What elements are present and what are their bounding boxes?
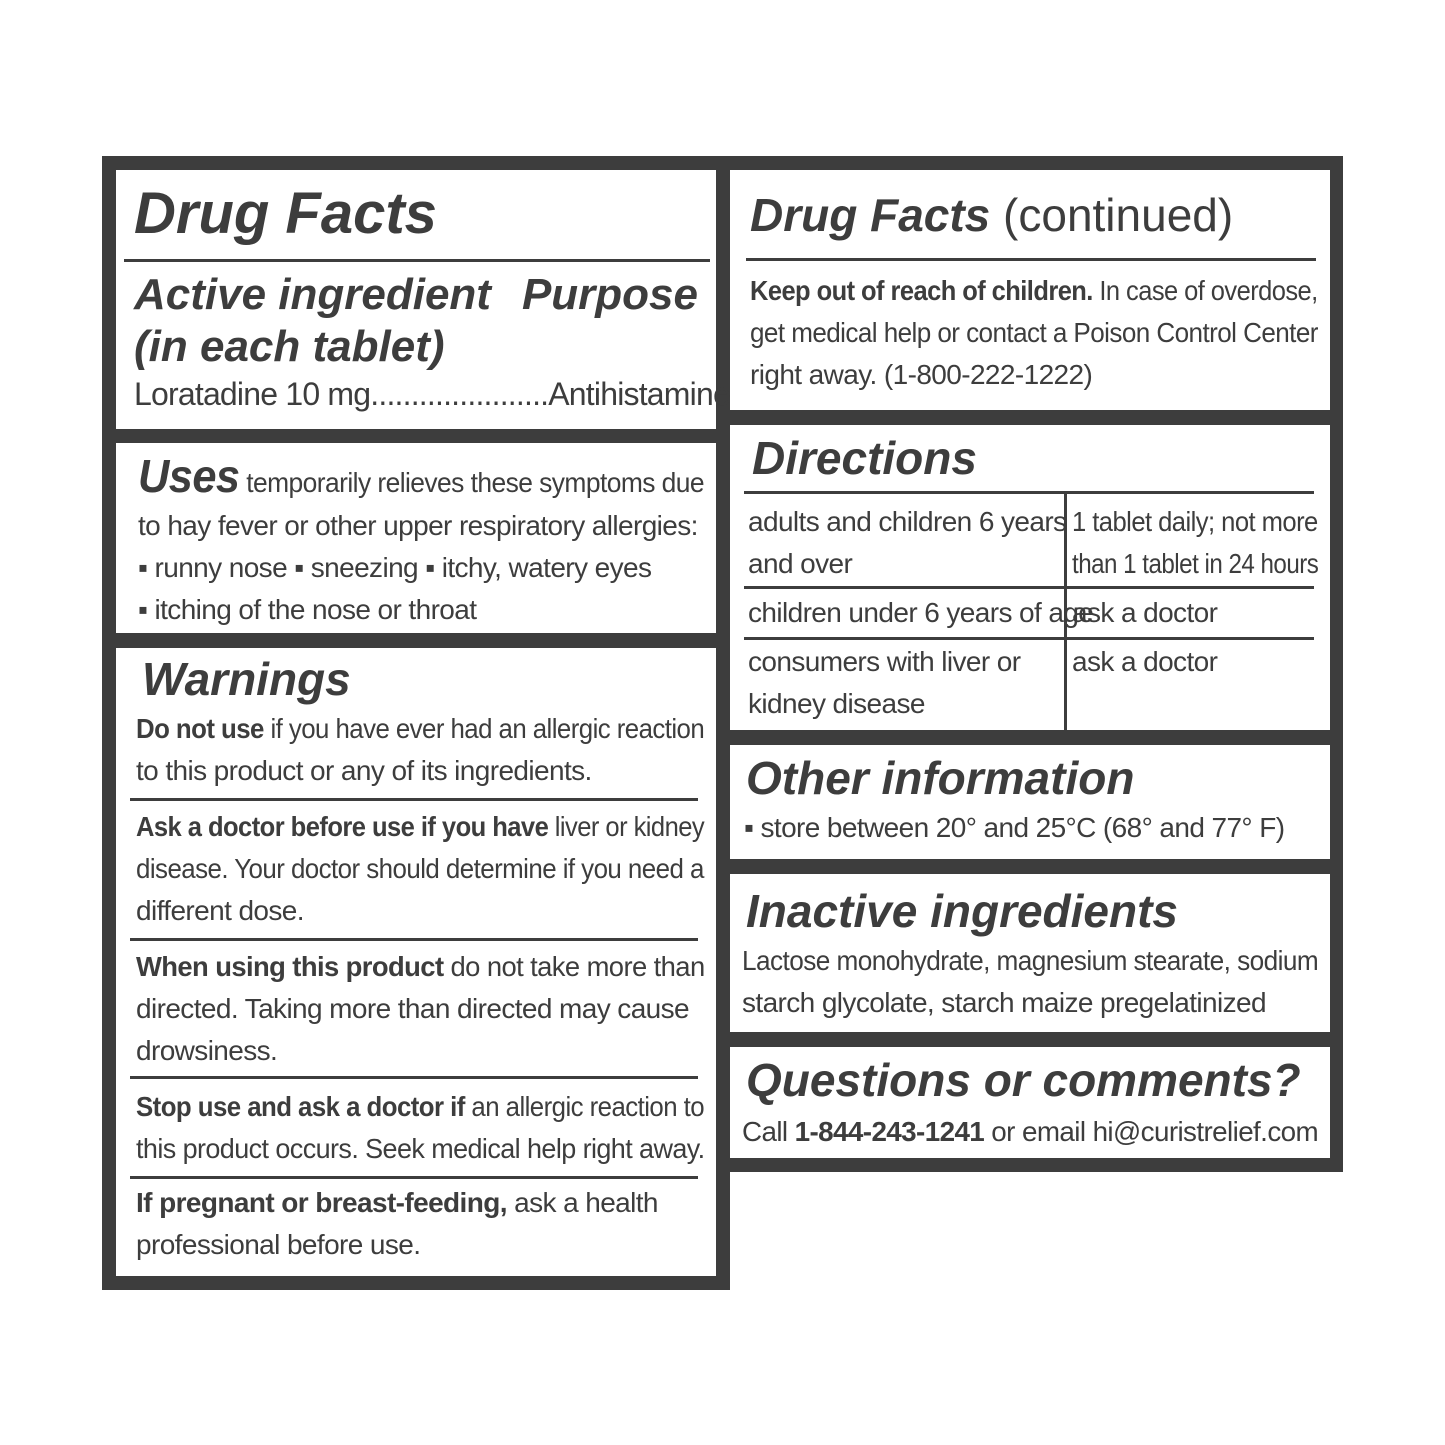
active-ingredient-heading: Active ingredient — [134, 270, 491, 319]
questions-phone: 1-844-243-1241 — [794, 1116, 985, 1147]
inactive-ingredients-section — [730, 874, 1330, 1032]
warnings-section — [116, 648, 716, 1276]
ingredient-line — [134, 376, 730, 413]
when-using-line-3: drowsiness. — [136, 1035, 278, 1066]
when-using-text-1: do not take more than — [443, 951, 705, 982]
keep-out-label: Keep out of reach of children. — [750, 275, 1093, 306]
uses-text-1: temporarily relieves these symptoms due — [246, 467, 705, 498]
directions-table-row-line-1 — [744, 586, 1314, 589]
pregnant-line-2: professional before use. — [136, 1229, 421, 1260]
do-not-use-line-1 — [136, 708, 704, 750]
questions-section — [730, 1047, 1330, 1158]
questions-call: Call — [742, 1116, 795, 1147]
continued-title-rest: (continued) — [990, 189, 1234, 241]
ask-doctor-line-3: different dose. — [136, 895, 304, 926]
purpose-heading: Purpose — [521, 270, 698, 319]
ask-doctor-label: Ask a doctor before use if you have — [136, 811, 549, 842]
directions-row-3-who-1: consumers with liver or — [748, 646, 1021, 677]
active-ingredient-section — [116, 170, 730, 429]
directions-row-1-who-1: adults and children 6 years — [748, 506, 1067, 537]
ingredient-purpose: Antihistamine — [548, 376, 730, 412]
warnings-divider-1 — [130, 798, 698, 801]
stop-use-text-1: an allergic reaction to — [464, 1091, 705, 1122]
questions-heading: Questions or comments? — [746, 1054, 1301, 1106]
uses-line-3: ▪ runny nose ▪ sneezing ▪ itchy, watery eyes — [138, 552, 652, 583]
when-using-label: When using this product — [136, 951, 444, 982]
directions-row-3-who-2: kidney disease — [748, 688, 925, 719]
continued-title-bold: Drug Facts — [750, 189, 991, 241]
inactive-ingredients-line-1: Lactose monohydrate, magnesium stearate, sodium — [742, 945, 1319, 976]
other-information-section — [730, 745, 1330, 859]
directions-table-row-line-2 — [744, 637, 1314, 640]
continued-divider — [746, 258, 1316, 261]
when-using-line-1 — [136, 946, 705, 988]
ingredient-name: Loratadine 10 mg — [134, 376, 371, 412]
keep-out-line-1 — [750, 270, 1318, 312]
ingredient-leader-dots: ...................... — [370, 376, 549, 412]
pregnant-line-1 — [136, 1182, 658, 1224]
questions-email-text: or email hi@curistrelief.com — [984, 1116, 1319, 1147]
stop-use-line-1 — [136, 1086, 704, 1128]
directions-section — [730, 425, 1330, 730]
keep-out-text-1: In case of overdose, — [1092, 275, 1318, 306]
uses-line-4: ▪ itching of the nose or throat — [138, 594, 477, 625]
pregnant-label: If pregnant or breast-feeding, — [136, 1187, 507, 1218]
directions-row-1-dose-1: 1 tablet daily; not more — [1072, 506, 1318, 537]
ask-doctor-line-1 — [136, 806, 704, 848]
do-not-use-label: Do not use — [136, 713, 264, 744]
in-each-tablet-heading: (in each tablet) — [134, 322, 445, 371]
title-divider — [124, 259, 710, 262]
uses-line-1 — [138, 450, 705, 504]
uses-heading: Uses — [138, 450, 240, 502]
continued-title — [750, 188, 1233, 242]
stop-use-label: Stop use and ask a doctor if — [136, 1091, 465, 1122]
other-information-line-1: ▪ store between 20° and 25°C (68° and 77° F) — [744, 812, 1285, 843]
ask-doctor-text-1: liver or kidney — [548, 811, 705, 842]
do-not-use-text-1: if you have ever had an allergic reaction — [263, 713, 705, 744]
questions-line — [742, 1111, 1318, 1153]
do-not-use-line-2: to this product or any of its ingredients. — [136, 755, 592, 786]
stop-use-line-2: this product occurs. Seek medical help right away. — [136, 1133, 705, 1164]
ask-doctor-line-2: disease. Your doctor should determine if you need a — [136, 853, 704, 884]
keep-out-line-3: right away. (1-800-222-1222) — [750, 359, 1093, 390]
warnings-divider-3 — [130, 1076, 698, 1079]
directions-row-2-who-1: children under 6 years of age — [748, 597, 1094, 628]
inactive-ingredients-line-2: starch glycolate, starch maize pregelatinized — [742, 987, 1266, 1018]
other-information-heading: Other information — [746, 752, 1135, 804]
warnings-divider-4 — [130, 1176, 698, 1179]
directions-heading: Directions — [752, 432, 977, 484]
uses-section — [116, 443, 716, 633]
drug-facts-title: Drug Facts — [134, 181, 437, 246]
warnings-heading: Warnings — [142, 653, 351, 705]
directions-row-2-dose-1: ask a doctor — [1072, 597, 1218, 628]
warnings-divider-2 — [130, 938, 698, 941]
uses-line-2: to hay fever or other upper respiratory allergies: — [138, 510, 698, 541]
pregnant-text-1: ask a health — [506, 1187, 658, 1218]
directions-table-top — [744, 491, 1314, 494]
directions-row-1-who-2: and over — [748, 548, 853, 579]
continued-section — [730, 170, 1330, 410]
when-using-line-2: directed. Taking more than directed may cause — [136, 993, 690, 1024]
keep-out-line-2: get medical help or contact a Poison Control Center — [750, 317, 1318, 348]
directions-row-3-dose-1: ask a doctor — [1072, 646, 1218, 677]
inactive-ingredients-heading: Inactive ingredients — [746, 885, 1179, 937]
directions-row-1-dose-2: than 1 tablet in 24 hours — [1072, 548, 1319, 579]
